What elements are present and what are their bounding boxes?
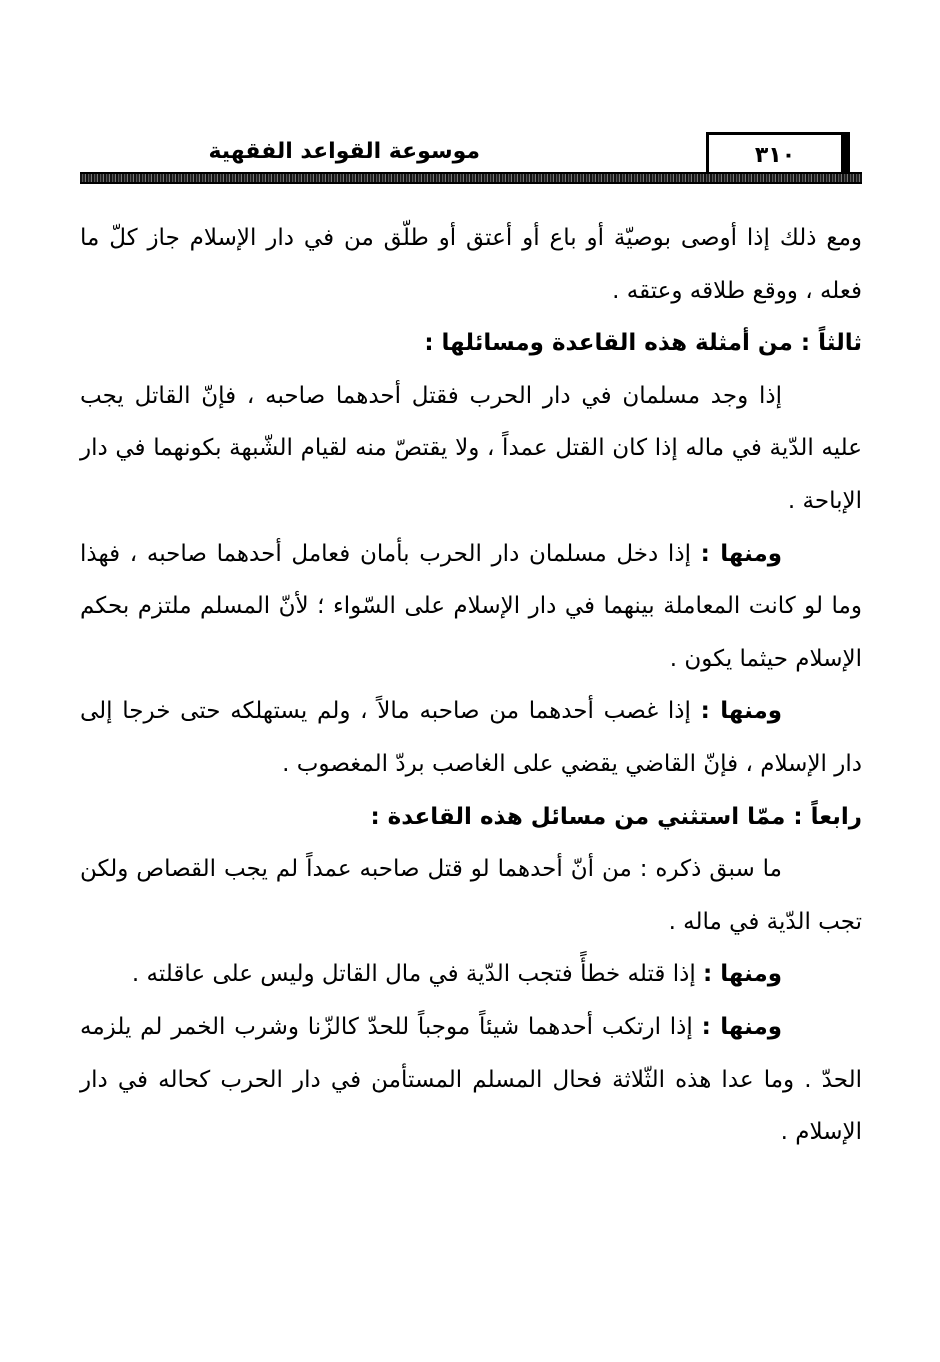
paragraph-lead: ومنها :: [701, 1013, 783, 1040]
paragraph-text: إذا قتله خطأً فتجب الدّية في مال القاتل وليس على عاقلته .: [131, 961, 696, 988]
paragraph-6: [80, 948, 862, 1001]
paragraph-4: [80, 685, 862, 790]
running-title: موسوعة القواعد الفقهية: [208, 139, 480, 164]
section-heading-3: ثالثاً : من أمثلة هذه القاعدة ومسائلها :: [424, 330, 862, 357]
section-heading-4: رابعاً : ممّا استثني من مسائل هذه القاعدة :: [370, 803, 862, 830]
paragraph-text: إذا ارتكب أحدهما شيئاً موجباً للحدّ كالزّنا وشرب الخمر لم يلزمه الحدّ . وما عدا هذه الثّلاثة فحال المسلم المستأمن في دار الحرب كحاله في دار الإسلام .: [80, 1013, 862, 1146]
paragraph-1: ومع ذلك إذا أوصى بوصيّة أو باع أو أعتق أو طلّق من في دار الإسلام جاز كلّ ما فعله ، ووقع طلاقه وعتقه .: [80, 225, 862, 304]
paragraph-lead: ومنها :: [700, 698, 783, 725]
paragraph-3: [80, 528, 862, 686]
page-body: [80, 212, 862, 1159]
paragraph-text: إذا دخل مسلمان دار الحرب بأمان فعامل أحدهما صاحبه ، فهذا وما لو كانت المعاملة بينهما في دار الإسلام على السّواء ؛ لأنّ المسلم ملتزم بحكم الإسلام حيثما يكون .: [80, 540, 862, 672]
page-number: ٣١٠: [706, 132, 850, 176]
page-header: [80, 118, 862, 186]
paragraph-text: إذا غصب أحدهما من صاحبه مالاً ، ولم يستهلكه حتى خرجا إلى دار الإسلام ، فإنّ القاضي يقضي على الغاصب بردّ المغصوب .: [80, 698, 862, 777]
paragraph-5: ما سبق ذكره : من أنّ أحدهما لو قتل صاحبه عمداً لم يجب القصاص ولكن تجب الدّية في ماله .: [80, 856, 862, 935]
paragraph-2: إذا وجد مسلمان في دار الحرب فقتل أحدهما صاحبه ، فإنّ القاتل يجب عليه الدّية في ماله إذا كان القتل عمداً ، ولا يقتصّ منه لقيام الشّبهة بكونهما في دار الإباحة .: [80, 382, 862, 514]
paragraph-lead: ومنها :: [700, 540, 782, 567]
paragraph-7: [80, 1001, 862, 1159]
paragraph-lead: ومنها :: [703, 961, 782, 988]
header-rule: [80, 172, 862, 184]
